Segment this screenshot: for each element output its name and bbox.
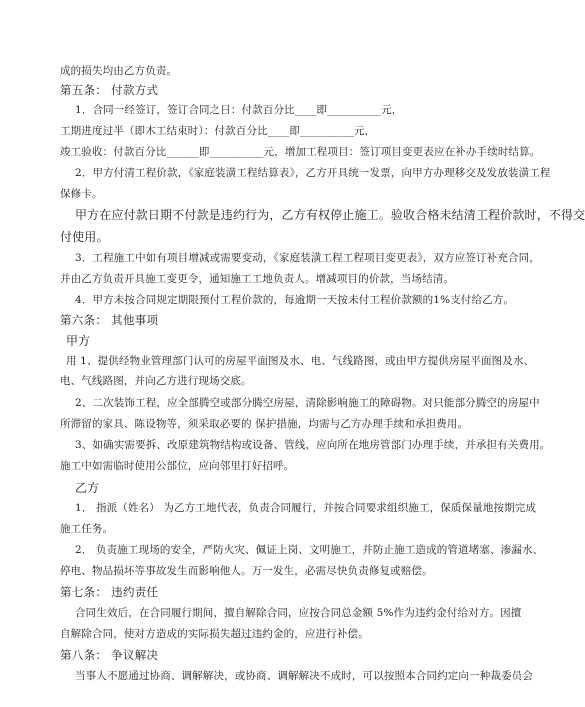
text-line-party-a-4: 所滞留的家具、陈设物等，须采取必要的 保护措施，均需与乙方办理手续和承担费用。 xyxy=(60,418,469,430)
text-line-payment-5: 保修卡。 xyxy=(60,188,103,200)
text-line-party-a-1: 用 1、提供经物业管理部门认可的房屋平面图及水、电、气线路图，或由甲方提供房屋平面图及水、 xyxy=(66,355,535,367)
text-line-party-b-2: 施工任务。 xyxy=(60,523,114,535)
text-line-party-a-6: 施工中如需临时使用公部位，应向邻里打好招呼。 xyxy=(60,460,295,472)
text-line-payment-4: 2．甲方付清工程价款，《家庭装潢工程结算表》，乙方开具统一发票，向甲方办理移交及发放装潢工程 xyxy=(75,167,551,179)
text-line-party-a-2: 电、气线路图，并向乙方进行现场交底。 xyxy=(60,375,252,387)
text-line-party-b-4: 停电、物品损坏等事故发生而影响他人。万一发生，必需尽快负责修复或赔偿。 xyxy=(60,565,433,577)
text-line-payment-1: 1．合同一经签订，签订合同之日：付款百分比____即__________元， xyxy=(75,104,403,116)
section-heading-article-6: 第六条： 其他事项 xyxy=(60,313,159,327)
text-line-dispute-1: 当事人不愿通过协商、调解解决，或协商、调解解决不成时，可以按照本合同约定向一种裁委员会 xyxy=(75,670,533,682)
subheading-party-b: 乙方 xyxy=(75,481,100,495)
text-line-party-a-3: 2、二次装饰工程，应全部腾空或部分腾空房屋，清除影响施工的障碍物。对只能部分腾空的房屋中 xyxy=(75,397,540,409)
text-line-party-b-3: 2． 负责施工现场的安全，严防火灾、佩证上岗、文明施工，并防止施工造成的管道堵塞、渗漏水、 xyxy=(75,544,544,556)
text-line-party-b-1: 1． 指派（姓名） 为乙方工地代表，负责合同履行，并按合同要求组织施工，保质保量地按期完成 xyxy=(75,502,537,514)
subheading-party-a: 甲方 xyxy=(66,334,91,348)
text-line-continuation: 成的损失均由乙方负责。 xyxy=(60,65,178,77)
text-line-payment-9: 并由乙方负责开具施工变更令，通知施工工地负责人。增减项目的价款，当场结清。 xyxy=(60,273,455,285)
text-line-party-a-5: 3、如确实需要拆、改原建筑物结构或设备、管线，应向所在地房管部门办理手续，并承担有关费用。 xyxy=(75,439,551,451)
text-line-payment-10: 4．甲方未按合同规定期限预付工程价款的，每逾期一天按未付工程价款额的1%支付给乙方。 xyxy=(75,294,515,306)
text-line-payment-2: 工期进度过半（即木工结束时）：付款百分比____即__________元， xyxy=(60,125,376,137)
section-heading-article-7: 第七条： 违约责任 xyxy=(60,585,159,599)
text-line-breach-1: 合同生效后，在合同履行期间，擅自解除合同，应按合同总金额 5%作为违约金付给对方。因擅 xyxy=(75,607,522,619)
text-line-breach-2: 自解除合同，使对方造成的实际损失超过违约金的，应进行补偿。 xyxy=(60,628,369,640)
text-line-payment-3: 竣工验收：付款百分比______即__________元，增加工程项目：签订项目变更表应在补办手续时结算。 xyxy=(60,146,541,158)
text-line-payment-6: 甲方在应付款日期不付款是违约行为，乙方有权停止施工。验收合格未结清工程价款时，不得交 xyxy=(75,208,585,222)
text-line-payment-7: 付使用。 xyxy=(60,230,109,244)
text-line-payment-8: 3．工程施工中如有项目增减或需要变动，《家庭装潢工程工程项目变更表》，双方应签订补充合同， xyxy=(75,252,540,264)
section-heading-article-8: 第八条： 争议解决 xyxy=(60,648,159,662)
section-heading-article-5: 第五条： 付款方式 xyxy=(60,83,159,97)
